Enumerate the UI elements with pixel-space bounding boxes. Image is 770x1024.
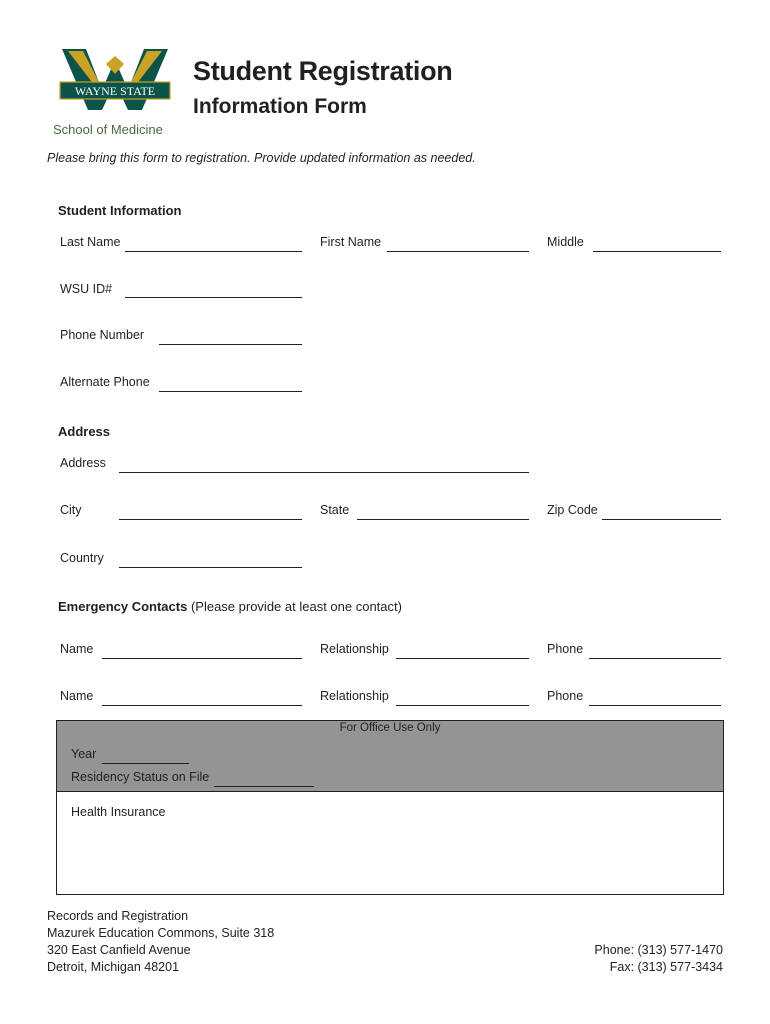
last-name-label: Last Name — [60, 235, 121, 249]
footer-address-line: 320 East Canfield Avenue — [47, 943, 191, 957]
wsu-id-field[interactable] — [125, 297, 302, 298]
contact2-name-label: Name — [60, 689, 94, 703]
alt-phone-label: Alternate Phone — [60, 375, 150, 389]
city-label: City — [60, 503, 82, 517]
first-name-label: First Name — [320, 235, 382, 249]
footer-address — [47, 908, 274, 976]
contact2-phone-label: Phone — [547, 689, 584, 703]
emergency-heading-note: (Please provide at least one contact) — [190, 599, 402, 614]
intro-text: Please bring this form to registration. Provide updated information as needed. — [47, 151, 476, 165]
state-label: State — [320, 503, 350, 517]
emergency-heading — [58, 599, 402, 614]
wsu-id-label: WSU ID# — [60, 282, 113, 296]
footer-address-line: Records and Registration — [47, 909, 189, 923]
year-label: Year — [71, 747, 97, 761]
last-name-field[interactable] — [125, 251, 302, 252]
contact1-phone-label: Phone — [547, 642, 584, 656]
logo-wordmark: WAYNE STATE — [74, 84, 156, 98]
contact2-name-field[interactable] — [102, 705, 302, 706]
contact2-relationship-field[interactable] — [396, 705, 529, 706]
contact1-relationship-label: Relationship — [320, 642, 389, 656]
contact1-name-label: Name — [60, 642, 94, 656]
country-label: Country — [60, 551, 104, 565]
country-field[interactable] — [119, 567, 302, 568]
contact1-name-field[interactable] — [102, 658, 302, 659]
city-field[interactable] — [119, 519, 302, 520]
office-use-title: For Office Use Only — [339, 722, 441, 734]
middle-label: Middle — [547, 235, 584, 249]
footer-address-line: Detroit, Michigan 48201 — [47, 960, 180, 974]
alt-phone-field[interactable] — [159, 391, 302, 392]
contact1-relationship-field[interactable] — [396, 658, 529, 659]
phone-label: Phone Number — [60, 328, 145, 342]
contact2-relationship-label: Relationship — [320, 689, 389, 703]
state-field[interactable] — [357, 519, 529, 520]
wayne-state-logo — [58, 46, 172, 116]
zip-label: Zip Code — [547, 503, 598, 517]
contact1-phone-field[interactable] — [589, 658, 721, 659]
contact2-phone-field[interactable] — [589, 705, 721, 706]
address-label: Address — [60, 456, 106, 470]
footer-fax: Fax: (313) 577-3434 — [609, 960, 723, 974]
student-info-heading: Student Information — [58, 203, 182, 218]
residency-label: Residency Status on File — [71, 770, 210, 784]
first-name-field[interactable] — [387, 251, 529, 252]
footer-address-line: Mazurek Education Commons, Suite 318 — [47, 926, 275, 940]
page-subtitle: Information Form — [193, 95, 367, 118]
phone-field[interactable] — [159, 344, 302, 345]
footer-contact — [594, 942, 723, 976]
footer-phone: Phone: (313) 577-1470 — [594, 943, 723, 957]
year-field[interactable] — [102, 763, 189, 764]
emergency-heading-title: Emergency Contacts — [58, 599, 188, 614]
middle-field[interactable] — [593, 251, 721, 252]
residency-field[interactable] — [214, 786, 314, 787]
address-heading: Address — [58, 424, 111, 439]
zip-field[interactable] — [602, 519, 721, 520]
school-name: School of Medicine — [53, 122, 163, 137]
address-field[interactable] — [119, 472, 529, 473]
health-insurance-label: Health Insurance — [71, 805, 166, 819]
page-title: Student Registration — [193, 56, 453, 86]
